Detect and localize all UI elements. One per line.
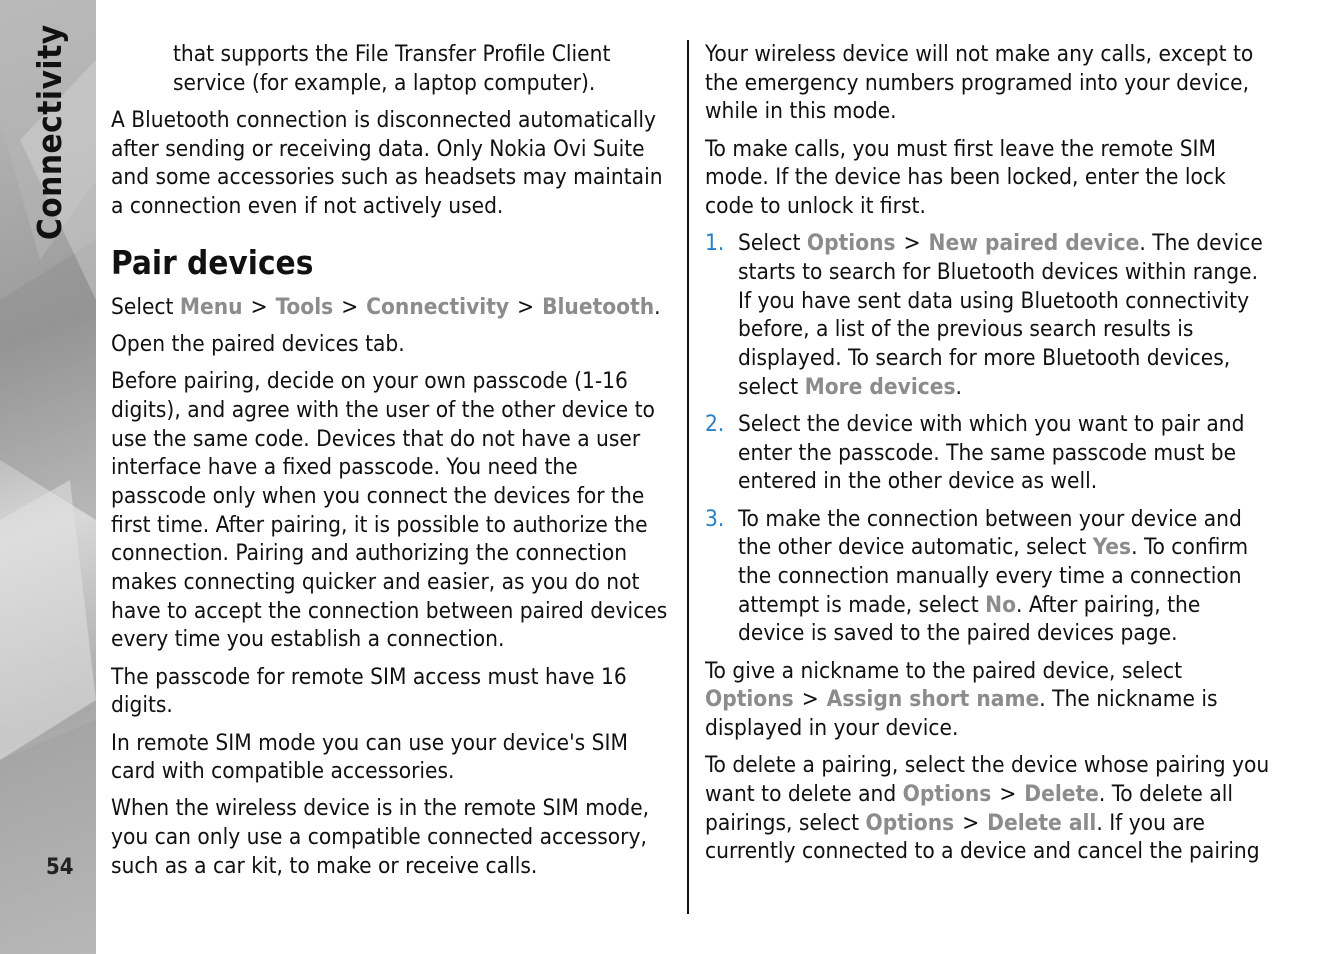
keyword-delete: Delete: [1024, 780, 1099, 807]
step-text: . After pairing, the device is saved to the paired devices page.: [738, 591, 1201, 647]
path-separator: >: [903, 230, 921, 257]
paragraph: When the wireless device is in the remote SIM mode, you can only use a compatible connected accessory, such as a car kit, to make or receive calls.: [111, 795, 650, 879]
keyword-more-devices: More devices: [804, 373, 956, 400]
paragraph-text: . To delete all pairings, select: [705, 780, 1233, 836]
menu-item-bluetooth: Bluetooth: [542, 293, 655, 320]
paragraph: A Bluetooth connection is disconnected automatically after sending or receiving data. Only Nokia Ovi Suite and some accessories such as headsets may maintain a connection even if not actively used.: [111, 106, 663, 220]
paragraph: Your wireless device will not make any calls, except to the emergency numbers programed into your device, while in this mode.: [705, 41, 1254, 125]
paragraph: Before pairing, decide on your own passcode (1-16 digits), and agree with the user of the other device to use the same code. Devices that do not have a user interface have a fixed passcode. You need the passcode only when you connect the devices for the first time. After pairing, it is possible to authorize the connection. Pairing and authorizing the connection makes connecting quicker and easier, as you do not have to accept the connection between paired devices every time you establish a connection.: [111, 368, 668, 653]
menu-path-prefix: Select: [111, 293, 180, 320]
step-number: 2.: [705, 410, 725, 437]
list-item: [705, 229, 1270, 401]
paragraph: [705, 751, 1270, 866]
keyword-new-paired-device: New paired device: [928, 230, 1140, 257]
step-number: 1.: [705, 230, 725, 257]
page-number: 54: [46, 855, 74, 880]
menu-path-suffix: .: [654, 293, 661, 320]
keyword-options: Options: [806, 230, 896, 257]
paragraph: [705, 657, 1270, 743]
sidebar: [0, 0, 96, 954]
step-text: Select the device with which you want to pair and enter the passcode. The same passcode must be entered in the other device as well.: [738, 410, 1245, 495]
step-text: Select: [738, 230, 807, 257]
paragraph-text: To delete a pairing, select the device whose pairing you want to delete and: [705, 752, 1270, 807]
keyword-options: Options: [902, 780, 992, 807]
keyword-options: Options: [705, 686, 794, 713]
keyword-options: Options: [865, 809, 955, 836]
path-separator: >: [517, 293, 535, 320]
list-item: [705, 505, 1270, 649]
path-separator: >: [962, 809, 980, 836]
step-text: . To confirm the connection manually every time a connection attempt is made, select: [738, 534, 1249, 618]
path-separator: >: [999, 780, 1017, 807]
keyword-assign-short-name: Assign short name: [826, 686, 1040, 713]
right-column: [705, 40, 1270, 874]
paragraph: The passcode for remote SIM access must have 16 digits.: [111, 663, 627, 719]
column-divider: [687, 40, 689, 914]
keyword-delete-all: Delete all: [987, 809, 1097, 836]
left-column: [111, 40, 676, 889]
path-separator: >: [801, 686, 819, 713]
paragraph: To make calls, you must first leave the remote SIM mode. If the device has been locked, enter the lock code to unlock it first.: [705, 135, 1226, 220]
path-separator: >: [341, 293, 359, 320]
step-text: .: [955, 373, 962, 400]
step-text: To make the connection between your device and the other device automatic, select: [738, 505, 1242, 561]
paragraph: In remote SIM mode you can use your device's SIM card with compatible accessories.: [111, 729, 628, 785]
path-separator: >: [250, 293, 268, 320]
step-number: 3.: [705, 505, 725, 532]
menu-path: [111, 293, 676, 322]
step-text: . The device starts to search for Bluetooth devices within range. If you have sent data using Bluetooth connectivity before, a list of the previous search results is displayed. To search for more Bluetooth devices, select: [738, 230, 1263, 400]
keyword-yes: Yes: [1092, 534, 1132, 561]
paragraph-text: To give a nickname to the paired device, select: [705, 657, 1183, 684]
section-heading: Pair devices: [111, 242, 314, 282]
paragraph: that supports the File Transfer Profile Client service (for example, a laptop computer).: [173, 41, 611, 96]
menu-item-connectivity: Connectivity: [366, 293, 510, 320]
menu-item-tools: Tools: [275, 293, 334, 320]
paragraph-text: . If you are currently connected to a device and cancel the pairing: [705, 809, 1260, 865]
list-item: [705, 410, 1270, 496]
paragraph: Open the paired devices tab.: [111, 330, 405, 357]
section-title: Connectivity: [30, 24, 69, 240]
menu-item-menu: Menu: [179, 293, 243, 320]
paragraph-text: . The nickname is displayed in your device.: [705, 686, 1218, 741]
keyword-no: No: [985, 591, 1016, 618]
steps-list: [705, 229, 1270, 648]
